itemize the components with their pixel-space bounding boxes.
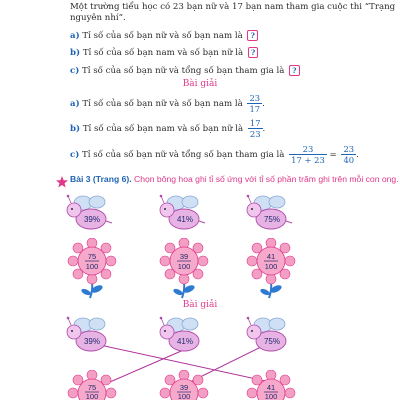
- svg-text:41%: 41%: [176, 337, 194, 346]
- svg-text:75: 75: [87, 383, 97, 392]
- bai3-header: Bài 3 (Trang 6). Chọn bông hoa ghi tỉ số ứng với tỉ số phần trăm ghi trên mỗi con ong.: [70, 174, 399, 184]
- answer-a: a) Tỉ số của số bạn nữ và số bạn nam là $\frac{23}{17}$ .: [70, 93, 265, 114]
- fraction-c1: $\frac{23}{17 + 23}$: [291, 144, 325, 165]
- svg-text:75%: 75%: [263, 337, 281, 346]
- svg-text:100: 100: [85, 262, 99, 271]
- svg-text:75: 75: [87, 252, 97, 261]
- solution2-title: Bài giải: [182, 300, 218, 310]
- svg-text:100: 100: [264, 392, 278, 400]
- fraction-c2: $\frac{23}{40}$: [343, 144, 355, 165]
- flower-2-2[interactable]: [158, 370, 210, 404]
- fraction-b: $\frac{17}{23}$: [249, 118, 261, 139]
- bee-3-label: 75%: [263, 215, 281, 224]
- intro-line-2: nguyên nhí”.: [70, 13, 126, 23]
- bee-1-label: 39%: [83, 215, 101, 224]
- svg-text:100: 100: [85, 392, 99, 400]
- answer-box-c[interactable]: ?: [289, 65, 299, 76]
- svg-text:100: 100: [264, 262, 278, 271]
- svg-text:39%: 39%: [83, 337, 101, 346]
- bee-2-3: [245, 315, 295, 359]
- answer-b: b) Tỉ số của số bạn nam và số bạn nữ là $\frac{17}{23}$ .: [70, 118, 266, 139]
- answer-box-b[interactable]: ?: [248, 47, 258, 58]
- svg-text:100: 100: [177, 392, 191, 400]
- svg-text:100: 100: [177, 262, 191, 271]
- solution-title: Bài giải: [182, 79, 218, 89]
- svg-text:41: 41: [266, 383, 276, 392]
- svg-text:41: 41: [266, 252, 276, 261]
- intro-line-1: Một trường tiểu học có 23 bạn nữ và 17 bạn nam tham gia cuộc thi “Trạng: [70, 2, 396, 12]
- flower-2-3[interactable]: [245, 370, 297, 404]
- question-b: b) Tỉ số của số bạn nam và số bạn nữ là ?: [70, 47, 258, 59]
- svg-text:39: 39: [179, 383, 189, 392]
- answer-box-a[interactable]: ?: [247, 30, 257, 41]
- question-a: a) Tỉ số của số bạn nữ và số bạn nam là ?: [70, 30, 258, 42]
- bee-2-1: [65, 315, 115, 359]
- bee-2-2: [158, 315, 208, 359]
- flower-2-1[interactable]: [66, 370, 118, 404]
- answer-c: c) Tỉ số của số bạn nữ và tổng số bạn tham gia là $\frac{23}{17 + 23}$ = $\frac{23}{40}$ .: [70, 144, 359, 165]
- fraction-a: $\frac{23}{17}$: [249, 93, 261, 114]
- svg-text:39: 39: [179, 252, 189, 261]
- question-c: c) Tỉ số của số bạn nữ và tổng số bạn tham gia là ?: [70, 65, 300, 77]
- bee-2-label: 41%: [176, 215, 194, 224]
